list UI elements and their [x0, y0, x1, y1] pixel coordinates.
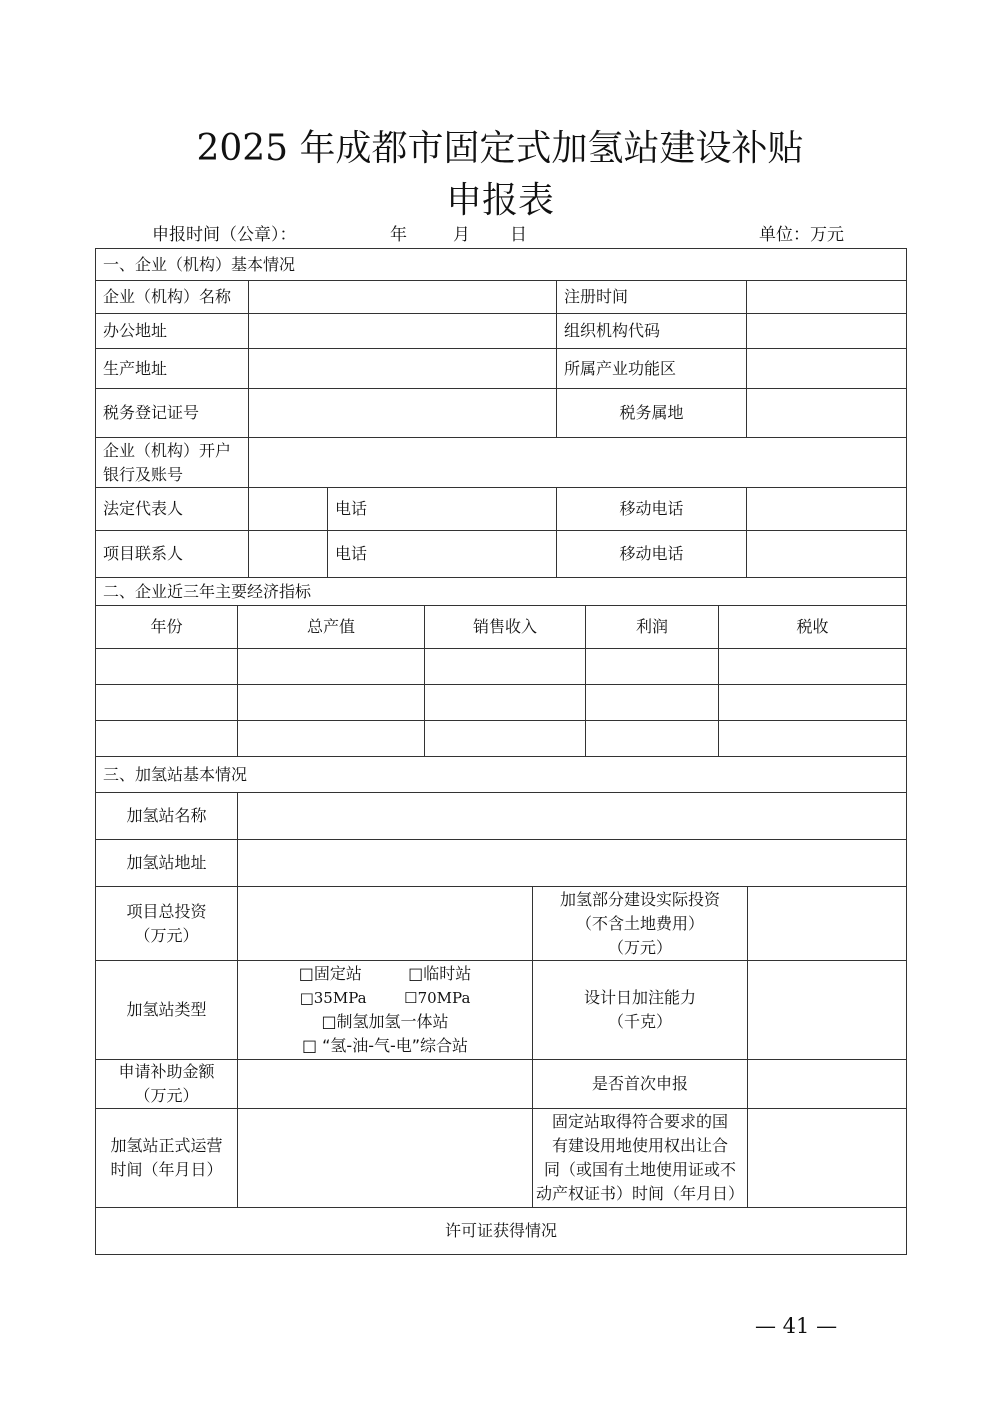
legal-rep-phone-label: 电话: [328, 488, 557, 531]
unit-label: 单位：万元: [759, 225, 844, 245]
section-2-heading: 二、企业近三年主要经济指标: [96, 578, 907, 606]
section-3-heading: 三、加氢站基本情况: [96, 757, 907, 793]
hydrogen-investment-line3: （万元）: [607, 937, 672, 957]
table-cell[interactable]: [238, 721, 425, 757]
table-cell[interactable]: [96, 649, 238, 685]
station-address-field[interactable]: [238, 840, 907, 887]
subsidy-label: [96, 1060, 238, 1109]
day-label: 日: [510, 225, 527, 245]
bank-account-field[interactable]: [249, 438, 907, 488]
land-rights-label: [533, 1109, 748, 1208]
checkbox-temporary-station[interactable]: □临时站: [408, 964, 472, 983]
table-cell[interactable]: [425, 685, 586, 721]
total-investment-line2: （万元）: [134, 925, 199, 945]
page-number: — 41 —: [755, 1314, 838, 1338]
subsidy-line2: （万元）: [134, 1086, 199, 1105]
contact-mobile-field[interactable]: [747, 531, 907, 578]
table-cell[interactable]: [586, 721, 719, 757]
land-rights-line2: 有建设用地使用权出让合: [551, 1136, 728, 1155]
table-cell[interactable]: [586, 685, 719, 721]
contact-mobile-label: 移动电话: [557, 531, 747, 578]
org-code-label: 组织机构代码: [557, 314, 747, 349]
station-type-label: 加氢站类型: [96, 961, 238, 1060]
station-info-table: [95, 792, 907, 1255]
register-time-field[interactable]: [747, 281, 907, 314]
bank-account-label-line1: 企业（机构）开户: [103, 440, 232, 460]
table-cell[interactable]: [96, 685, 238, 721]
org-code-field[interactable]: [747, 314, 907, 349]
total-investment-line1: 项目总投资: [126, 901, 207, 921]
hydrogen-investment-field[interactable]: [748, 887, 907, 961]
table-cell[interactable]: [425, 721, 586, 757]
legal-rep-field[interactable]: [249, 488, 328, 531]
first-time-label: 是否首次申报: [533, 1060, 748, 1109]
legal-rep-mobile-field[interactable]: [747, 488, 907, 531]
production-address-field[interactable]: [249, 349, 557, 389]
year-label: 年: [390, 225, 407, 245]
table-cell[interactable]: [719, 649, 907, 685]
subsidy-line1: 申请补助金额: [118, 1062, 215, 1081]
operation-time-line1: 加氢站正式运营: [110, 1136, 223, 1155]
tax-reg-field[interactable]: [249, 389, 557, 438]
subsidy-field[interactable]: [238, 1060, 533, 1109]
land-rights-line3: 同（或国有土地使用证或不: [543, 1160, 736, 1179]
contact-field[interactable]: [249, 531, 328, 578]
table-row: [96, 685, 907, 721]
table-cell[interactable]: [96, 721, 238, 757]
title-line-1: 2025 年成都市固定式加氢站建设补贴: [196, 128, 804, 169]
land-rights-line1: 固定站取得符合要求的国: [551, 1112, 728, 1131]
bank-account-label-line2: 银行及账号: [103, 464, 184, 484]
station-type-options: [238, 961, 533, 1060]
table-row: [96, 649, 907, 685]
section-1-heading: 一、企业（机构）基本情况: [96, 249, 907, 281]
table-row: [96, 721, 907, 757]
industry-zone-label: 所属产业功能区: [557, 349, 747, 389]
column-header-tax: 税收: [719, 606, 907, 649]
office-address-field[interactable]: [249, 314, 557, 349]
table-cell[interactable]: [238, 649, 425, 685]
legal-rep-mobile-label: 移动电话: [557, 488, 747, 531]
bank-account-label: [96, 438, 249, 488]
production-address-label: 生产地址: [96, 349, 249, 389]
company-info-table: [95, 248, 907, 606]
table-cell[interactable]: [719, 685, 907, 721]
operation-time-label: [96, 1109, 238, 1208]
land-rights-line4: 动产权证书）时间（年月日）: [535, 1184, 744, 1203]
table-cell[interactable]: [238, 685, 425, 721]
table-cell[interactable]: [586, 649, 719, 685]
first-time-field[interactable]: [748, 1060, 907, 1109]
checkbox-35mpa[interactable]: □35MPa: [299, 989, 367, 1007]
title-line-2: 申报表: [445, 180, 554, 221]
column-header-profit: 利润: [586, 606, 719, 649]
register-time-label: 注册时间: [557, 281, 747, 314]
table-cell[interactable]: [425, 649, 586, 685]
hydrogen-investment-line1: 加氢部分建设实际投资: [559, 889, 720, 909]
station-address-label: 加氢站地址: [96, 840, 238, 887]
month-label: 月: [453, 225, 470, 245]
tax-location-label: 税务属地: [557, 389, 747, 438]
checkbox-combo-station[interactable]: □ “氢-油-气-电”综合站: [301, 1036, 469, 1055]
company-name-label: 企业（机构）名称: [96, 281, 249, 314]
company-name-field[interactable]: [249, 281, 557, 314]
capacity-line1: 设计日加注能力: [583, 988, 696, 1007]
tax-reg-label: 税务登记证号: [96, 389, 249, 438]
industry-zone-field[interactable]: [747, 349, 907, 389]
checkbox-70mpa[interactable]: ☐70MPa: [404, 989, 471, 1007]
station-name-label: 加氢站名称: [96, 793, 238, 840]
column-header-sales: 销售收入: [425, 606, 586, 649]
total-investment-label: [96, 887, 238, 961]
operation-time-field[interactable]: [238, 1109, 533, 1208]
declare-time-label: 申报时间（公章）：: [152, 225, 297, 245]
checkbox-fixed-station[interactable]: □固定站: [298, 964, 362, 983]
hydrogen-investment-label: [533, 887, 748, 961]
economic-indicators-table: [95, 605, 907, 793]
hydrogen-investment-line2: （不含土地费用）: [575, 913, 704, 933]
checkbox-integrated-station[interactable]: □制氢加氢一体站: [321, 1012, 449, 1031]
capacity-label: [533, 961, 748, 1060]
tax-location-field[interactable]: [747, 389, 907, 438]
station-name-field[interactable]: [238, 793, 907, 840]
column-header-year: 年份: [96, 606, 238, 649]
contact-phone-label: 电话: [328, 531, 557, 578]
land-rights-field[interactable]: [748, 1109, 907, 1208]
capacity-field[interactable]: [748, 961, 907, 1060]
license-status-heading: 许可证获得情况: [96, 1208, 907, 1255]
capacity-line2: （千克）: [607, 1012, 672, 1031]
column-header-output: 总产值: [238, 606, 425, 649]
total-investment-field[interactable]: [238, 887, 533, 961]
office-address-label: 办公地址: [96, 314, 249, 349]
operation-time-line2: 时间（年月日）: [110, 1160, 223, 1179]
table-cell[interactable]: [719, 721, 907, 757]
contact-label: 项目联系人: [96, 531, 249, 578]
legal-rep-label: 法定代表人: [96, 488, 249, 531]
